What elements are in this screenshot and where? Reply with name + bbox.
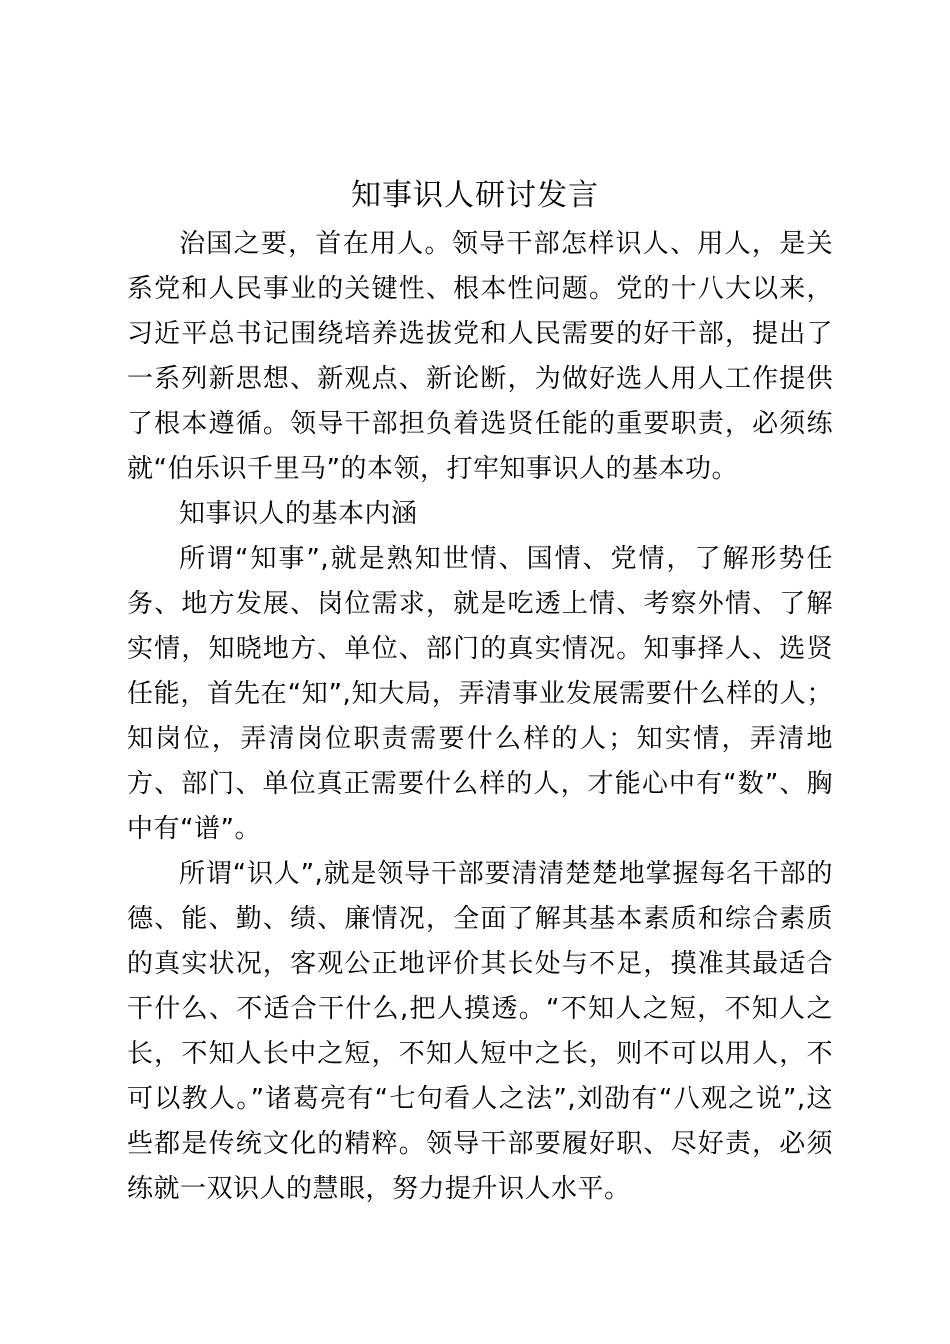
paragraph-shiren: 所谓“识人”,就是领导干部要清清楚楚地掌握每名干部的德、能、勤、绩、廉情况，全面了解其基本素质和综合素质的真实状况，客观公正地评价其长处与不足，摸准其最适合干什么、不适合干什么,把人摸透。“不知人之短，不知人之长，不知人长中之短，不知人短中之长，则不可以用人，不可以教人。”诸葛亮有“七句看人之法”,刘劭有“八观之说”,这些都是传统文化的精粹。领导干部要履好职、尽好责，必须练就一双识人的慧眼，努力提升识人水平。: [127, 859, 833, 1204]
document-title: 知事识人研讨发言: [351, 178, 599, 213]
paragraph-zhishi: 所谓“知事”,就是熟知世情、国情、党情，了解形势任务、地方发展、岗位需求，就是吃透上情、考察外情、了解实情，知晓地方、单位、部门的真实情况。知事择人、选贤任能，首先在“知”,知大局，弄清事业发展需要什么样的人；知岗位，弄清岗位职责需要什么样的人；知实情，弄清地方、部门、单位真正需要什么样的人，才能心中有“数”、胸中有“谱”。: [127, 544, 833, 844]
paragraph-intro: 治国之要，首在用人。领导干部怎样识人、用人，是关系党和人民事业的关键性、根本性问题。党的十八大以来，习近平总书记围绕培养选拔党和人民需要的好干部，提出了一系列新思想、新观点、新论断，为做好选人用人工作提供了根本遵循。领导干部担负着选贤任能的重要职责，必须练就“伯乐识千里马”的本领，打牢知事识人的基本功。: [127, 229, 833, 484]
section-heading: 知事识人的基本内涵: [179, 499, 418, 529]
document-body: [127, 222, 833, 1212]
